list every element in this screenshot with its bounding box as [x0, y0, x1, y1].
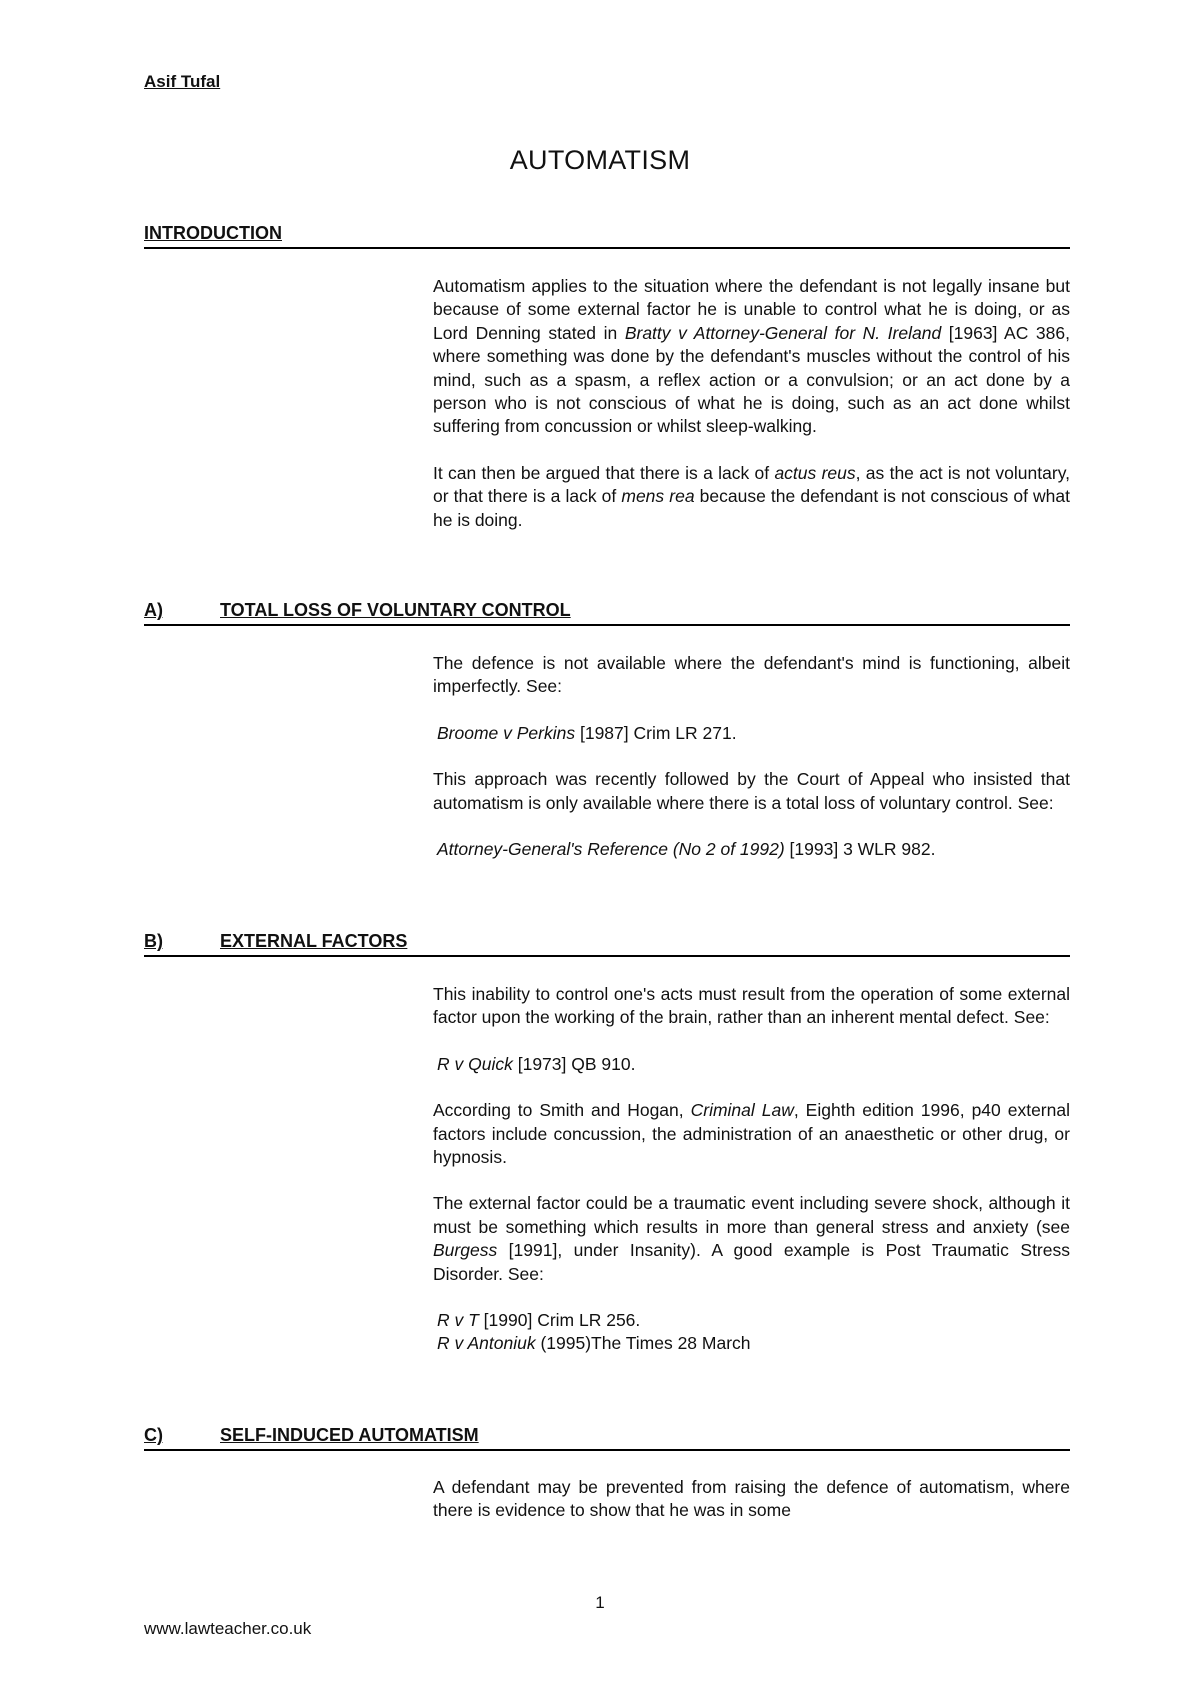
section-heading-text: INTRODUCTION: [144, 223, 282, 243]
paragraph: Automatism applies to the situation where the defendant is not legally insane but because of some external factor he is unable to control what he is doing, or as Lord Denning stated in Bratty v Attorney-General for N. Ireland [1963] AC 386, where something was done by the defendant's muscles without the control of his mind, such as a spasm, a reflex action or a convulsion; or an act done by a person who is not conscious of what he is doing, such as an act done whilst suffering from concussion or whilst sleep-walking.: [433, 276, 1070, 437]
introduction-body: [433, 275, 1070, 555]
section-b-body: [433, 983, 1070, 1379]
paragraph: It can then be argued that there is a lack of actus reus, as the act is not voluntary, or that there is a lack of mens rea because the defendant is not conscious of what he is doing.: [433, 462, 1071, 530]
document-title: AUTOMATISM: [509, 145, 691, 175]
book-title: Criminal Law: [690, 1100, 794, 1121]
website-url: www.lawteacher.co.uk: [144, 1619, 312, 1638]
section-heading-b: [144, 931, 1070, 957]
section-heading-introduction: [144, 223, 1070, 249]
case-citation: Attorney-General's Reference (No 2 of 1992) [1993] 3 WLR 982.: [437, 839, 936, 860]
latin-term: actus reus: [774, 462, 856, 483]
section-heading-text: SELF-INDUCED AUTOMATISM: [220, 1425, 479, 1445]
page-number: 1: [595, 1593, 605, 1612]
paragraph: According to Smith and Hogan, Criminal Law, Eighth edition 1996, p40 external factors include concussion, the administration of an anaesthetic or other drug, or hypnosis.: [433, 1100, 1070, 1168]
case-name: Bratty v Attorney-General for N. Ireland: [624, 322, 942, 343]
latin-term: mens rea: [621, 486, 695, 507]
paragraph: This approach was recently followed by the Court of Appeal who insisted that automatism is only available where there is a total loss of voluntary control. See:: [433, 769, 1070, 813]
paragraph: The external factor could be a traumatic event including severe shock, although it must be something which results in more than general stress and anxiety (see Burgess [1991], under Insanity). A good example is Post Traumatic Stress Disorder. See:: [433, 1193, 1070, 1284]
case-name: Burgess: [433, 1240, 498, 1261]
section-letter: B): [144, 931, 163, 951]
case-citation: R v Antoniuk (1995)The Times 28 March: [437, 1333, 751, 1354]
case-citation: R v T [1990] Crim LR 256.: [437, 1310, 641, 1331]
section-letter: A): [144, 600, 163, 620]
case-citation: Broome v Perkins [1987] Crim LR 271.: [437, 722, 737, 743]
section-letter: C): [144, 1425, 163, 1445]
paragraph: This inability to control one's acts must result from the operation of some external factor upon the working of the brain, rather than an inherent mental defect. See:: [433, 984, 1070, 1028]
section-a-body: [433, 652, 1070, 884]
section-heading-text: TOTAL LOSS OF VOLUNTARY CONTROL: [220, 600, 571, 620]
section-c-body: [433, 1476, 1070, 1546]
section-heading-text: EXTERNAL FACTORS: [220, 931, 408, 951]
section-heading-c: [144, 1425, 1070, 1451]
paragraph: A defendant may be prevented from raising the defence of automatism, where there is evidence to show that he was in some: [433, 1477, 1070, 1521]
section-heading-a: [144, 600, 1070, 626]
case-citation: R v Quick [1973] QB 910.: [437, 1053, 636, 1074]
author-name: Asif Tufal: [144, 72, 221, 91]
paragraph: The defence is not available where the defendant's mind is functioning, albeit imperfectly. See:: [433, 653, 1070, 697]
